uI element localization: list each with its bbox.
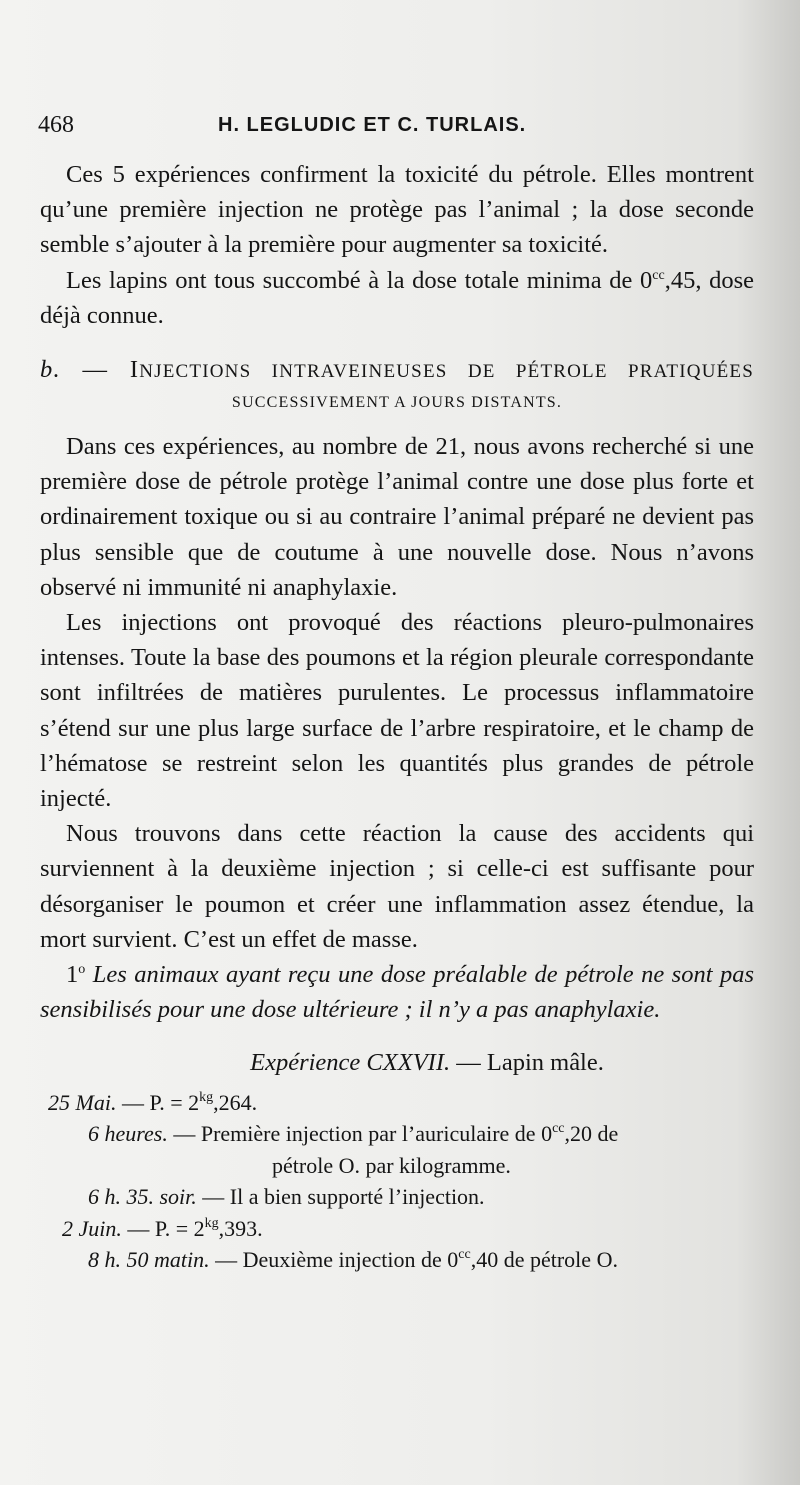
paragraph-2 (40, 263, 754, 333)
paragraph-2-text-b: ,45, dose déjà connue. (40, 266, 754, 329)
log-value: ,393. (218, 1215, 263, 1241)
page-body (40, 157, 754, 1276)
unit-superscript: cc (552, 1121, 565, 1137)
log-text: — Première injection par l’auriculaire de 0 (167, 1121, 553, 1147)
log-text: — Il a bien supporté l’injection. (196, 1184, 485, 1210)
section-heading (40, 353, 754, 389)
section-dash: — (60, 356, 130, 384)
unit-superscript: cc (652, 267, 665, 283)
log-value: ,40 de pétrole O. (470, 1247, 618, 1273)
running-head: H. LEGLUDIC ET C. TURLAIS. (218, 114, 527, 136)
section-letter: b. (40, 356, 61, 384)
log-date: 2 Juin. (62, 1215, 122, 1241)
conclusion-number: 1 (66, 961, 79, 989)
log-value: ,264. (213, 1089, 258, 1115)
log-entry (40, 1244, 754, 1276)
unit-superscript: kg (199, 1089, 214, 1105)
experiment-title (40, 1045, 754, 1080)
paragraph-2-text-a: Les lapins ont tous succombé à la dose totale minima de 0 (66, 266, 653, 294)
log-value: ,20 de (564, 1121, 619, 1147)
paragraph-3: Dans ces expériences, au nombre de 21, nous avons recherché si une première dose de pétrole protège l’animal contre une dose plus forte et ordinairement toxique ou si au contraire l’animal préparé ne devient pas plus sensible que de coutume à une nouvelle dose. Nous n’avons observé ni immunité ni anaphylaxie. (40, 433, 754, 601)
conclusion-text: Les animaux ayant reçu une dose préalable de pétrole ne sont pas sensibilisés pour une dose ultérieure ; il n’y a pas anaphylaxie. (40, 961, 755, 1024)
paragraph-1: Ces 5 expériences confirment la toxicité du pétrole. Elles montrent qu’une première injection ne protège pas l’animal ; la dose seconde semble s’ajouter à la première pour augmenter sa toxicité. (40, 161, 754, 259)
conclusion-ordinal: o (78, 962, 86, 978)
log-date: 6 heures. (88, 1121, 168, 1147)
experiment-name: Expérience CXXVII. (250, 1049, 451, 1077)
paragraph-5: Nous trouvons dans cette réaction la cause des accidents qui surviennent à la deuxième injection ; si celle-ci est suffisante pour désorganiser le poumon et créer une inflammation assez étendue, la mort survient. C’est un effet de masse. (40, 820, 754, 953)
log-text: — Deuxième injection de 0 (209, 1247, 459, 1273)
log-entry (40, 1213, 754, 1245)
log-text: — P. = 2 (121, 1215, 205, 1241)
section-title-line-2: SUCCESSIVEMENT A JOURS DISTANTS. (231, 394, 563, 412)
log-date: 8 h. 50 matin. (88, 1247, 210, 1273)
page-header (38, 112, 758, 148)
log-entry (40, 1181, 754, 1213)
log-date: 6 h. 35. soir. (88, 1184, 197, 1210)
log-entry (40, 1118, 754, 1150)
paragraph-4: Les injections ont provoqué des réactions pleuro-pulmonaires intenses. Toute la base des poumons et la région pleurale correspondante sont infiltrées de matières purulentes. Le processus inflammatoire s’étend sur une plus large surface de l’arbre respiratoire, et le champ de l’hématose se restreint selon les quantités plus grandes de pétrole injecté. (40, 609, 754, 813)
log-text: — P. = 2 (116, 1089, 200, 1115)
unit-superscript: kg (204, 1215, 219, 1231)
experiment-log (40, 1087, 754, 1276)
unit-superscript: cc (458, 1247, 471, 1263)
page-number: 468 (38, 112, 74, 138)
experiment-subject: — Lapin mâle. (450, 1049, 604, 1077)
section-title-line-1: NJECTIONS INTRAVEINEUSES DE PÉTROLE PRATIQUÉES (139, 361, 754, 383)
log-entry (40, 1150, 754, 1182)
log-entry (40, 1087, 754, 1119)
section-title-initial: I (129, 356, 140, 384)
paragraph-6 (40, 957, 754, 1027)
log-date: 25 Mai. (48, 1089, 117, 1115)
log-text: pétrole O. par kilogramme. (272, 1152, 511, 1178)
